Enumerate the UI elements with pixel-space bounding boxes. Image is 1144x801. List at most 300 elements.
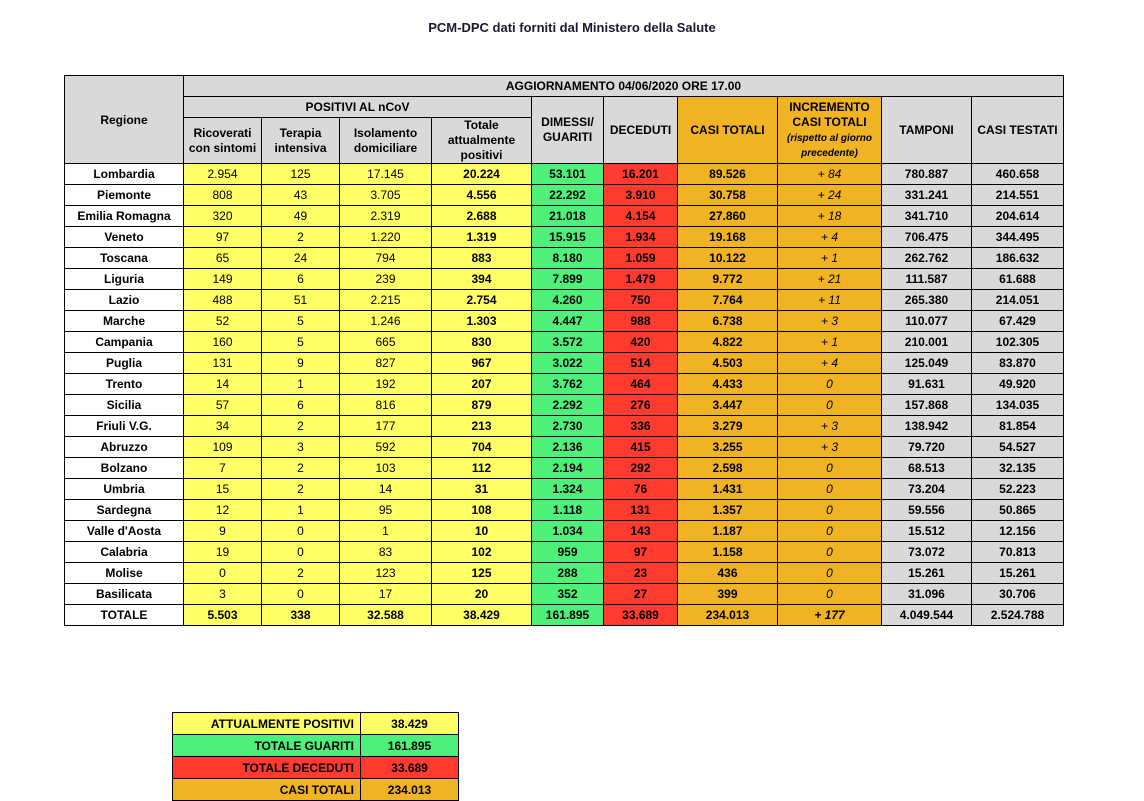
cell-totale-attualmente-positivi: 112 bbox=[432, 458, 532, 479]
cell-ricoverati: 109 bbox=[184, 437, 262, 458]
cell-incremento-casi-totali: + 24 bbox=[778, 185, 882, 206]
cell-casi-totali: 4.503 bbox=[678, 353, 778, 374]
cell-regione: Marche bbox=[65, 311, 184, 332]
cell-regione: Lazio bbox=[65, 290, 184, 311]
cell-dimessi-guariti: 288 bbox=[532, 563, 604, 584]
cell-totale-attualmente-positivi: 125 bbox=[432, 563, 532, 584]
cell-tamponi: 111.587 bbox=[882, 269, 972, 290]
cell-casi-testati: 32.135 bbox=[972, 458, 1064, 479]
cell-regione: Campania bbox=[65, 332, 184, 353]
cell-totale-attualmente-positivi: 213 bbox=[432, 416, 532, 437]
cell-incremento-casi-totali: 0 bbox=[778, 458, 882, 479]
cell-dimessi-guariti: 53.101 bbox=[532, 164, 604, 185]
header-ricoverati-line1: Ricoverati bbox=[193, 125, 252, 140]
table-row bbox=[65, 395, 1064, 416]
cell-ricoverati: 488 bbox=[184, 290, 262, 311]
cell-ricoverati: 12 bbox=[184, 500, 262, 521]
cell-tamponi: 110.077 bbox=[882, 311, 972, 332]
cell-terapia-intensiva: 5 bbox=[262, 332, 340, 353]
cell-incremento-casi-totali: 0 bbox=[778, 479, 882, 500]
cell-tamponi: 780.887 bbox=[882, 164, 972, 185]
cell-incremento-casi-totali: + 1 bbox=[778, 248, 882, 269]
cell-dimessi-guariti: 8.180 bbox=[532, 248, 604, 269]
header-casi-testati: CASI TESTATI bbox=[972, 97, 1064, 164]
cell-incremento-casi-totali: + 18 bbox=[778, 206, 882, 227]
cell-terapia-intensiva: 0 bbox=[262, 521, 340, 542]
cell-terapia-intensiva: 24 bbox=[262, 248, 340, 269]
cell-ricoverati: 320 bbox=[184, 206, 262, 227]
cell-isolamento-domiciliare: 83 bbox=[340, 542, 432, 563]
cell-deceduti: 27 bbox=[604, 584, 678, 605]
cell-incremento-casi-totali: 0 bbox=[778, 500, 882, 521]
cell-tamponi: 265.380 bbox=[882, 290, 972, 311]
header-isolamento-domiciliare bbox=[340, 118, 432, 164]
cell-incremento-casi-totali: + 84 bbox=[778, 164, 882, 185]
cell-totale-attualmente-positivi: 2.688 bbox=[432, 206, 532, 227]
table-row bbox=[65, 227, 1064, 248]
cell-ricoverati: 34 bbox=[184, 416, 262, 437]
table-row bbox=[65, 185, 1064, 206]
cell-ricoverati: 52 bbox=[184, 311, 262, 332]
cell-dimessi-guariti: 1.118 bbox=[532, 500, 604, 521]
cell-regione: Puglia bbox=[65, 353, 184, 374]
cell-deceduti: 1.059 bbox=[604, 248, 678, 269]
cell-dimessi-guariti: 22.292 bbox=[532, 185, 604, 206]
cell-isolamento-domiciliare: 3.705 bbox=[340, 185, 432, 206]
header-isolamento-line2: domiciliare bbox=[353, 140, 418, 155]
cell-isolamento-domiciliare: 665 bbox=[340, 332, 432, 353]
cell-totale-attualmente-positivi: 1.303 bbox=[432, 311, 532, 332]
cell-deceduti: 97 bbox=[604, 542, 678, 563]
table-row bbox=[65, 437, 1064, 458]
cell-tamponi: 331.241 bbox=[882, 185, 972, 206]
cell-regione: Toscana bbox=[65, 248, 184, 269]
cell-totale-attualmente-positivi: 883 bbox=[432, 248, 532, 269]
cell-regione: Piemonte bbox=[65, 185, 184, 206]
header-tamponi: TAMPONI bbox=[882, 97, 972, 164]
table-row bbox=[65, 206, 1064, 227]
cell-dimessi-guariti: 2.292 bbox=[532, 395, 604, 416]
cell-isolamento-domiciliare: 14 bbox=[340, 479, 432, 500]
header-terapia-line1: Terapia bbox=[279, 125, 322, 140]
cell-isolamento-domiciliare: 1.220 bbox=[340, 227, 432, 248]
cell-casi-totali: 3.447 bbox=[678, 395, 778, 416]
cell-casi-testati: 54.527 bbox=[972, 437, 1064, 458]
cell-dimessi-guariti: 3.022 bbox=[532, 353, 604, 374]
cell-terapia-intensiva: 3 bbox=[262, 437, 340, 458]
header-totale-line1: Totale bbox=[464, 118, 499, 132]
cell-isolamento-domiciliare-total: 32.588 bbox=[340, 605, 432, 626]
cell-incremento-casi-totali: + 4 bbox=[778, 227, 882, 248]
cell-casi-testati: 12.156 bbox=[972, 521, 1064, 542]
document-source-note: PCM-DPC dati forniti dal Ministero della Salute bbox=[428, 20, 716, 35]
cell-casi-totali: 3.255 bbox=[678, 437, 778, 458]
cell-dimessi-guariti: 15.915 bbox=[532, 227, 604, 248]
cell-totale-attualmente-positivi: 31 bbox=[432, 479, 532, 500]
header-ricoverati-con-sintomi bbox=[184, 118, 262, 164]
cell-regione: Bolzano bbox=[65, 458, 184, 479]
cell-dimessi-guariti: 4.260 bbox=[532, 290, 604, 311]
cell-totale-attualmente-positivi: 394 bbox=[432, 269, 532, 290]
header-totale-line2: attualmente bbox=[447, 133, 516, 147]
cell-totale-attualmente-positivi: 2.754 bbox=[432, 290, 532, 311]
cell-tamponi: 262.762 bbox=[882, 248, 972, 269]
table-row bbox=[65, 542, 1064, 563]
cell-incremento-casi-totali: + 3 bbox=[778, 437, 882, 458]
table-row bbox=[65, 269, 1064, 290]
cell-tamponi: 73.072 bbox=[882, 542, 972, 563]
header-dimessi-guariti bbox=[532, 97, 604, 164]
cell-tamponi: 68.513 bbox=[882, 458, 972, 479]
cell-isolamento-domiciliare: 592 bbox=[340, 437, 432, 458]
cell-casi-testati: 67.429 bbox=[972, 311, 1064, 332]
cell-regione: Liguria bbox=[65, 269, 184, 290]
header-row-groups bbox=[65, 97, 1064, 118]
cell-casi-totali: 1.187 bbox=[678, 521, 778, 542]
cell-casi-testati: 134.035 bbox=[972, 395, 1064, 416]
cell-dimessi-guariti: 2.136 bbox=[532, 437, 604, 458]
cell-isolamento-domiciliare: 177 bbox=[340, 416, 432, 437]
header-isolamento-line1: Isolamento bbox=[353, 125, 418, 140]
header-regione: Regione bbox=[65, 76, 184, 164]
cell-deceduti-total: 33.689 bbox=[604, 605, 678, 626]
legend-row bbox=[173, 757, 459, 779]
header-dimessi-line1: DIMESSI/ bbox=[541, 115, 594, 129]
cell-regione: Sicilia bbox=[65, 395, 184, 416]
cell-tamponi: 341.710 bbox=[882, 206, 972, 227]
cell-terapia-intensiva: 1 bbox=[262, 374, 340, 395]
header-incremento-line2: CASI TOTALI bbox=[792, 114, 867, 129]
table-row bbox=[65, 353, 1064, 374]
cell-casi-totali: 6.738 bbox=[678, 311, 778, 332]
cell-casi-totali: 19.168 bbox=[678, 227, 778, 248]
cell-regione: Veneto bbox=[65, 227, 184, 248]
cell-totale-attualmente-positivi: 704 bbox=[432, 437, 532, 458]
cell-terapia-intensiva: 9 bbox=[262, 353, 340, 374]
cell-casi-totali-total: 234.013 bbox=[678, 605, 778, 626]
cell-tamponi: 79.720 bbox=[882, 437, 972, 458]
cell-casi-testati-total: 2.524.788 bbox=[972, 605, 1064, 626]
cell-tamponi: 15.512 bbox=[882, 521, 972, 542]
legend-label: TOTALE DECEDUTI bbox=[173, 757, 361, 779]
legend-value: 33.689 bbox=[361, 757, 459, 779]
cell-isolamento-domiciliare: 103 bbox=[340, 458, 432, 479]
cell-ricoverati: 97 bbox=[184, 227, 262, 248]
cell-terapia-intensiva: 0 bbox=[262, 542, 340, 563]
cell-dimessi-guariti: 21.018 bbox=[532, 206, 604, 227]
header-ricoverati-line2: con sintomi bbox=[188, 140, 257, 155]
cell-regione: Valle d'Aosta bbox=[65, 521, 184, 542]
cell-dimessi-guariti-total: 161.895 bbox=[532, 605, 604, 626]
cell-regione: Umbria bbox=[65, 479, 184, 500]
legend-label: ATTUALMENTE POSITIVI bbox=[173, 713, 361, 735]
legend-row bbox=[173, 735, 459, 757]
cell-isolamento-domiciliare: 1 bbox=[340, 521, 432, 542]
legend-label: TOTALE GUARITI bbox=[173, 735, 361, 757]
cell-incremento-casi-totali: 0 bbox=[778, 563, 882, 584]
cell-deceduti: 131 bbox=[604, 500, 678, 521]
cell-dimessi-guariti: 3.762 bbox=[532, 374, 604, 395]
cell-isolamento-domiciliare: 192 bbox=[340, 374, 432, 395]
cell-deceduti: 1.934 bbox=[604, 227, 678, 248]
cell-terapia-intensiva: 2 bbox=[262, 416, 340, 437]
cell-casi-testati: 30.706 bbox=[972, 584, 1064, 605]
table-row bbox=[65, 458, 1064, 479]
cell-deceduti: 276 bbox=[604, 395, 678, 416]
cell-totale-attualmente-positivi: 967 bbox=[432, 353, 532, 374]
cell-regione: Calabria bbox=[65, 542, 184, 563]
cell-tamponi: 210.001 bbox=[882, 332, 972, 353]
cell-tamponi: 31.096 bbox=[882, 584, 972, 605]
header-casi-totali: CASI TOTALI bbox=[678, 97, 778, 164]
cell-dimessi-guariti: 3.572 bbox=[532, 332, 604, 353]
cell-regione: Lombardia bbox=[65, 164, 184, 185]
cell-regione: Abruzzo bbox=[65, 437, 184, 458]
cell-incremento-casi-totali: 0 bbox=[778, 542, 882, 563]
legend-label: CASI TOTALI bbox=[173, 779, 361, 801]
cell-incremento-casi-totali: 0 bbox=[778, 395, 882, 416]
cell-casi-testati: 83.870 bbox=[972, 353, 1064, 374]
cell-isolamento-domiciliare: 2.319 bbox=[340, 206, 432, 227]
cell-totale-attualmente-positivi: 108 bbox=[432, 500, 532, 521]
table-row bbox=[65, 164, 1064, 185]
cell-terapia-intensiva: 2 bbox=[262, 563, 340, 584]
cell-casi-totali: 10.122 bbox=[678, 248, 778, 269]
cell-ricoverati: 131 bbox=[184, 353, 262, 374]
cell-regione-totale: TOTALE bbox=[65, 605, 184, 626]
cell-incremento-casi-totali: 0 bbox=[778, 521, 882, 542]
header-incremento-line1: INCREMENTO bbox=[789, 99, 870, 114]
cell-tamponi: 157.868 bbox=[882, 395, 972, 416]
cell-totale-attualmente-positivi-total: 38.429 bbox=[432, 605, 532, 626]
cell-incremento-casi-totali: + 3 bbox=[778, 311, 882, 332]
cell-tamponi: 706.475 bbox=[882, 227, 972, 248]
table-row bbox=[65, 374, 1064, 395]
cell-casi-testati: 81.854 bbox=[972, 416, 1064, 437]
cell-casi-testati: 214.551 bbox=[972, 185, 1064, 206]
cell-casi-totali: 399 bbox=[678, 584, 778, 605]
cell-terapia-intensiva: 5 bbox=[262, 311, 340, 332]
cell-casi-testati: 460.658 bbox=[972, 164, 1064, 185]
header-terapia-line2: intensiva bbox=[274, 140, 327, 155]
cell-deceduti: 420 bbox=[604, 332, 678, 353]
cell-totale-attualmente-positivi: 20 bbox=[432, 584, 532, 605]
cell-isolamento-domiciliare: 2.215 bbox=[340, 290, 432, 311]
cell-isolamento-domiciliare: 816 bbox=[340, 395, 432, 416]
cell-casi-testati: 50.865 bbox=[972, 500, 1064, 521]
cell-deceduti: 16.201 bbox=[604, 164, 678, 185]
cell-totale-attualmente-positivi: 207 bbox=[432, 374, 532, 395]
cell-ricoverati: 808 bbox=[184, 185, 262, 206]
table-row bbox=[65, 416, 1064, 437]
cell-tamponi: 59.556 bbox=[882, 500, 972, 521]
cell-isolamento-domiciliare: 17 bbox=[340, 584, 432, 605]
header-update-title: AGGIORNAMENTO 04/06/2020 ORE 17.00 bbox=[184, 76, 1064, 97]
cell-isolamento-domiciliare: 123 bbox=[340, 563, 432, 584]
cell-casi-testati: 70.813 bbox=[972, 542, 1064, 563]
cell-deceduti: 988 bbox=[604, 311, 678, 332]
cell-terapia-intensiva: 2 bbox=[262, 458, 340, 479]
cell-ricoverati: 160 bbox=[184, 332, 262, 353]
cell-totale-attualmente-positivi: 1.319 bbox=[432, 227, 532, 248]
table-row bbox=[65, 584, 1064, 605]
cell-casi-totali: 1.357 bbox=[678, 500, 778, 521]
legend-row bbox=[173, 713, 459, 735]
cell-deceduti: 336 bbox=[604, 416, 678, 437]
table-row bbox=[65, 332, 1064, 353]
cell-tamponi: 125.049 bbox=[882, 353, 972, 374]
cell-tamponi: 15.261 bbox=[882, 563, 972, 584]
cell-casi-testati: 49.920 bbox=[972, 374, 1064, 395]
cell-incremento-casi-totali: 0 bbox=[778, 374, 882, 395]
cell-terapia-intensiva: 49 bbox=[262, 206, 340, 227]
cell-isolamento-domiciliare: 1.246 bbox=[340, 311, 432, 332]
cell-ricoverati: 0 bbox=[184, 563, 262, 584]
cell-isolamento-domiciliare: 239 bbox=[340, 269, 432, 290]
cell-regione: Sardegna bbox=[65, 500, 184, 521]
cell-dimessi-guariti: 2.730 bbox=[532, 416, 604, 437]
cell-casi-totali: 9.772 bbox=[678, 269, 778, 290]
cell-casi-totali: 3.279 bbox=[678, 416, 778, 437]
cell-casi-testati: 102.305 bbox=[972, 332, 1064, 353]
cell-casi-testati: 186.632 bbox=[972, 248, 1064, 269]
cell-ricoverati: 57 bbox=[184, 395, 262, 416]
cell-totale-attualmente-positivi: 102 bbox=[432, 542, 532, 563]
cell-casi-totali: 4.433 bbox=[678, 374, 778, 395]
cell-deceduti: 464 bbox=[604, 374, 678, 395]
cell-dimessi-guariti: 2.194 bbox=[532, 458, 604, 479]
table-row bbox=[65, 479, 1064, 500]
cell-terapia-intensiva: 2 bbox=[262, 479, 340, 500]
covid-data-table bbox=[64, 75, 1064, 626]
table-row bbox=[65, 248, 1064, 269]
cell-casi-testati: 15.261 bbox=[972, 563, 1064, 584]
cell-casi-testati: 214.051 bbox=[972, 290, 1064, 311]
cell-tamponi: 91.631 bbox=[882, 374, 972, 395]
cell-regione: Trento bbox=[65, 374, 184, 395]
cell-casi-testati: 61.688 bbox=[972, 269, 1064, 290]
cell-deceduti: 750 bbox=[604, 290, 678, 311]
cell-casi-totali: 2.598 bbox=[678, 458, 778, 479]
cell-isolamento-domiciliare: 95 bbox=[340, 500, 432, 521]
cell-totale-attualmente-positivi: 830 bbox=[432, 332, 532, 353]
cell-deceduti: 1.479 bbox=[604, 269, 678, 290]
cell-deceduti: 292 bbox=[604, 458, 678, 479]
table-row bbox=[65, 311, 1064, 332]
cell-terapia-intensiva: 6 bbox=[262, 395, 340, 416]
cell-incremento-casi-totali: + 21 bbox=[778, 269, 882, 290]
cell-casi-totali: 30.758 bbox=[678, 185, 778, 206]
cell-casi-totali: 436 bbox=[678, 563, 778, 584]
header-group-positivi: POSITIVI AL nCoV bbox=[184, 97, 532, 118]
cell-ricoverati: 65 bbox=[184, 248, 262, 269]
cell-totale-attualmente-positivi: 879 bbox=[432, 395, 532, 416]
header-totale-attualmente-positivi bbox=[432, 118, 532, 164]
header-incremento-note: (rispetto al giorno precedente) bbox=[787, 132, 872, 159]
cell-ricoverati: 9 bbox=[184, 521, 262, 542]
table-row bbox=[65, 563, 1064, 584]
cell-terapia-intensiva: 2 bbox=[262, 227, 340, 248]
cell-tamponi: 138.942 bbox=[882, 416, 972, 437]
cell-ricoverati: 3 bbox=[184, 584, 262, 605]
legend-value: 234.013 bbox=[361, 779, 459, 801]
cell-deceduti: 3.910 bbox=[604, 185, 678, 206]
legend-summary-table bbox=[172, 712, 459, 801]
cell-isolamento-domiciliare: 827 bbox=[340, 353, 432, 374]
cell-terapia-intensiva: 125 bbox=[262, 164, 340, 185]
table-row-total bbox=[65, 605, 1064, 626]
cell-ricoverati: 2.954 bbox=[184, 164, 262, 185]
cell-deceduti: 23 bbox=[604, 563, 678, 584]
table-row bbox=[65, 290, 1064, 311]
legend-value: 161.895 bbox=[361, 735, 459, 757]
cell-dimessi-guariti: 4.447 bbox=[532, 311, 604, 332]
cell-terapia-intensiva: 43 bbox=[262, 185, 340, 206]
header-deceduti: DECEDUTI bbox=[604, 97, 678, 164]
cell-regione: Basilicata bbox=[65, 584, 184, 605]
header-row-update bbox=[65, 76, 1064, 97]
legend-row bbox=[173, 779, 459, 801]
cell-deceduti: 4.154 bbox=[604, 206, 678, 227]
cell-casi-totali: 1.431 bbox=[678, 479, 778, 500]
cell-incremento-casi-totali: + 1 bbox=[778, 332, 882, 353]
header-incremento-casi-totali bbox=[778, 97, 882, 164]
cell-casi-totali: 27.860 bbox=[678, 206, 778, 227]
cell-isolamento-domiciliare: 794 bbox=[340, 248, 432, 269]
cell-totale-attualmente-positivi: 4.556 bbox=[432, 185, 532, 206]
header-totale-line3: positivi bbox=[460, 148, 503, 162]
cell-tamponi: 73.204 bbox=[882, 479, 972, 500]
cell-ricoverati: 14 bbox=[184, 374, 262, 395]
cell-isolamento-domiciliare: 17.145 bbox=[340, 164, 432, 185]
cell-casi-totali: 4.822 bbox=[678, 332, 778, 353]
cell-regione: Molise bbox=[65, 563, 184, 584]
table-row bbox=[65, 500, 1064, 521]
cell-deceduti: 514 bbox=[604, 353, 678, 374]
cell-deceduti: 415 bbox=[604, 437, 678, 458]
table-body bbox=[65, 164, 1064, 626]
cell-tamponi-total: 4.049.544 bbox=[882, 605, 972, 626]
cell-incremento-casi-totali: + 3 bbox=[778, 416, 882, 437]
cell-casi-testati: 344.495 bbox=[972, 227, 1064, 248]
header-terapia-intensiva bbox=[262, 118, 340, 164]
cell-terapia-intensiva: 51 bbox=[262, 290, 340, 311]
cell-incremento-casi-totali: 0 bbox=[778, 584, 882, 605]
cell-casi-testati: 52.223 bbox=[972, 479, 1064, 500]
cell-regione: Friuli V.G. bbox=[65, 416, 184, 437]
cell-totale-attualmente-positivi: 10 bbox=[432, 521, 532, 542]
header-dimessi-line2: GUARITI bbox=[542, 130, 593, 144]
cell-ricoverati: 149 bbox=[184, 269, 262, 290]
cell-terapia-intensiva: 0 bbox=[262, 584, 340, 605]
cell-dimessi-guariti: 352 bbox=[532, 584, 604, 605]
cell-casi-totali: 1.158 bbox=[678, 542, 778, 563]
cell-regione: Emilia Romagna bbox=[65, 206, 184, 227]
cell-ricoverati: 15 bbox=[184, 479, 262, 500]
cell-deceduti: 76 bbox=[604, 479, 678, 500]
cell-ricoverati: 7 bbox=[184, 458, 262, 479]
cell-casi-totali: 7.764 bbox=[678, 290, 778, 311]
cell-incremento-casi-totali: + 11 bbox=[778, 290, 882, 311]
cell-deceduti: 143 bbox=[604, 521, 678, 542]
cell-casi-testati: 204.614 bbox=[972, 206, 1064, 227]
cell-dimessi-guariti: 959 bbox=[532, 542, 604, 563]
legend-body bbox=[173, 713, 459, 801]
cell-terapia-intensiva: 1 bbox=[262, 500, 340, 521]
cell-ricoverati: 19 bbox=[184, 542, 262, 563]
cell-ricoverati-total: 5.503 bbox=[184, 605, 262, 626]
legend-value: 38.429 bbox=[361, 713, 459, 735]
